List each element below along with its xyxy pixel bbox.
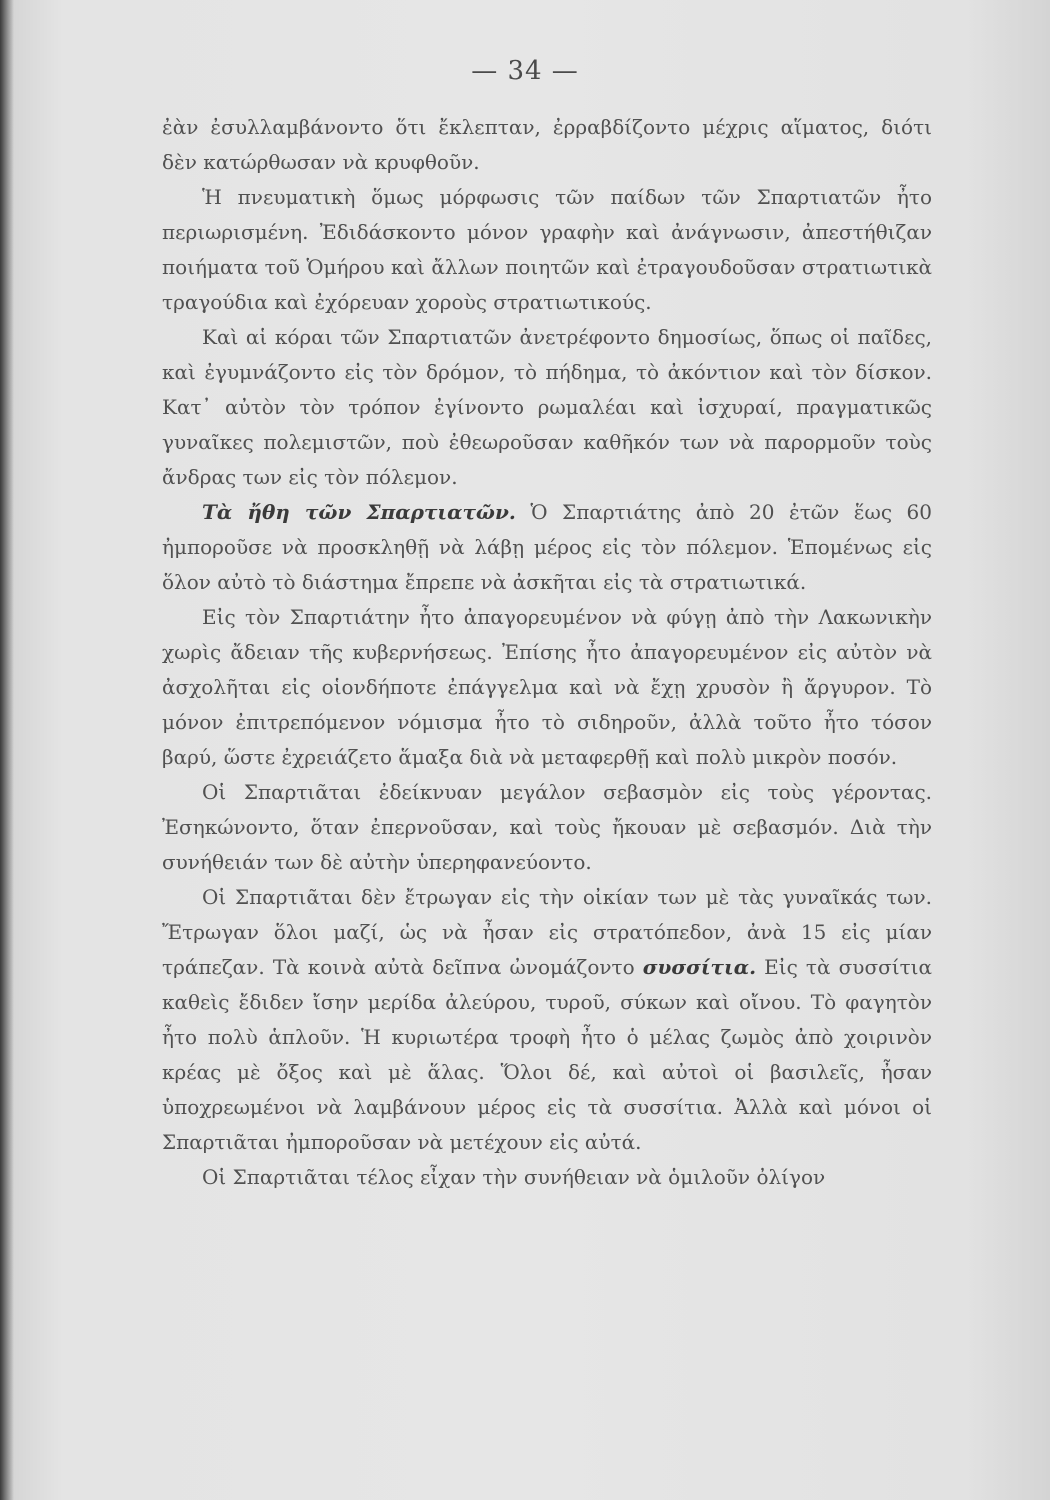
section-first-text: Ὁ Σπαρτιάτης ἀπὸ 20 ἐτῶν ἕως 60 ἠμποροῦσε νὰ προσκληθῇ νὰ λάβῃ μέρος εἰς τὸν πόλεμον. Ἑπομένως εἰς ὅλον αὐτὸ τὸ διάστημα ἔπρεπε νὰ ἀσκῆται εἰς τὰ στρατιωτικά. [162,500,933,594]
page-edge-shadow [0,0,14,1500]
paragraph-syssitia [162,880,932,1160]
paragraph-elders: Οἱ Σπαρτιᾶται ἐδείκνυαν μεγάλον σεβασμὸν εἰς τοὺς γέροντας. Ἐσηκώνοντο, ὅταν ἐπερνοῦσαν, καὶ τοὺς ἤκουαν μὲ σεβασμόν. Διὰ τὴν συνήθειάν των δὲ αὐτὴν ὑπερηφανεύοντο. [162,780,932,874]
paragraph-prohibitions: Εἰς τὸν Σπαρτιάτην ἦτο ἀπαγορευμένον νὰ φύγῃ ἀπὸ τὴν Λακωνικὴν χωρὶς ἄδειαν τῆς κυβερνήσεως. Ἐπίσης ἦτο ἀπαγορευμένον εἰς αὐτὸν νὰ ἀσχολῆται εἰς οἱονδήποτε ἐπάγγελμα καὶ νὰ ἔχῃ χρυσὸν ἢ ἄργυρον. Τὸ μόνον ἐπιτρεπόμενον νόμισμα ἦτο τὸ σιδηροῦν, ἀλλὰ τοῦτο ἦτο τόσον βαρύ, ὥστε ἐχρειάζετο ἅμαξα διὰ νὰ μεταφερθῇ καὶ πολὺ μικρὸν ποσόν. [162,605,932,769]
paragraph-continuation: ἐὰν ἐσυλλαμβάνοντο ὅτι ἔκλεπταν, ἐρραβδίζοντο μέχρις αἵματος, διότι δὲν κατώρθωσαν νὰ κρυφθοῦν. [162,115,932,174]
syssitia-text-before: Οἱ Σπαρτιᾶται δὲν ἔτρωγαν εἰς τὴν οἰκίαν των μὲ τὰς γυναῖκάς των. Ἔτρωγαν ὅλοι μαζί, ὡς νὰ ἦσαν εἰς στρατόπεδον, ἀνὰ 15 εἰς μίαν τράπεζαν. Τὰ κοινὰ αὐτὰ δεῖπνα ὠνομάζοντο [162,885,932,979]
paragraph-customs [162,495,932,600]
paragraph-girls: Καὶ αἱ κόραι τῶν Σπαρτιατῶν ἀνετρέφοντο δημοσίως, ὅπως οἱ παῖδες, καὶ ἐγυμνάζοντο εἰς τὸν δρόμον, τὸ πήδημα, τὸ ἀκόντιον καὶ τὸν δίσκον. Κατ᾽ αὐτὸν τὸν τρόπον ἐγίνοντο ρωμαλέαι καὶ ἰσχυραί, πραγματικῶς γυναῖκες πολεμιστῶν, ποὺ ἐθεωροῦσαν καθῆκόν των νὰ παρορμοῦν τοὺς ἄνδρας των εἰς τὸν πόλεμον. [162,325,932,489]
page-text [162,110,932,1195]
syssitia-text-after: Εἰς τὰ συσσίτια καθεὶς ἔδιδεν ἴσην μερίδα ἀλεύρου, τυροῦ, σύκων καὶ οἴνου. Τὸ φαγητὸν ἦτο πολὺ ἁπλοῦν. Ἡ κυριωτέρα τροφὴ ἦτο ὁ μέλας ζωμὸς ἀπὸ χοιρινὸν κρέας μὲ ὄξος καὶ μὲ ἅλας. Ὅλοι δέ, καὶ αὐτοὶ οἱ βασιλεῖς, ἦσαν ὑποχρεωμένοι νὰ λαμβάνουν μέρος εἰς τὰ συσσίτια. Ἀλλὰ καὶ μόνοι οἱ Σπαρτιᾶται ἠμποροῦσαν νὰ μετέχουν εἰς αὐτά. [162,955,932,1154]
page-number: — 34 — [471,56,579,86]
section-heading: Τὰ ἤθη τῶν Σπαρτιατῶν. [202,500,516,524]
paragraph-education: Ἡ πνευματικὴ ὅμως μόρφωσις τῶν παίδων τῶν Σπαρτιατῶν ἦτο περιωρισμένη. Ἐδιδάσκοντο μόνον γραφὴν καὶ ἀνάγνωσιν, ἀπεστήθιζαν ποιήματα τοῦ Ὁμήρου καὶ ἄλλων ποιητῶν καὶ ἐτραγουδοῦσαν στρατιωτικὰ τραγούδια καὶ ἐχόρευαν χοροὺς στρατιωτικούς. [162,185,932,314]
syssitia-term: συσσίτια. [642,955,757,979]
paragraph-last-line: Οἱ Σπαρτιᾶται τέλος εἶχαν τὴν συνήθειαν νὰ ὁμιλοῦν ὀλίγον [202,1165,826,1189]
